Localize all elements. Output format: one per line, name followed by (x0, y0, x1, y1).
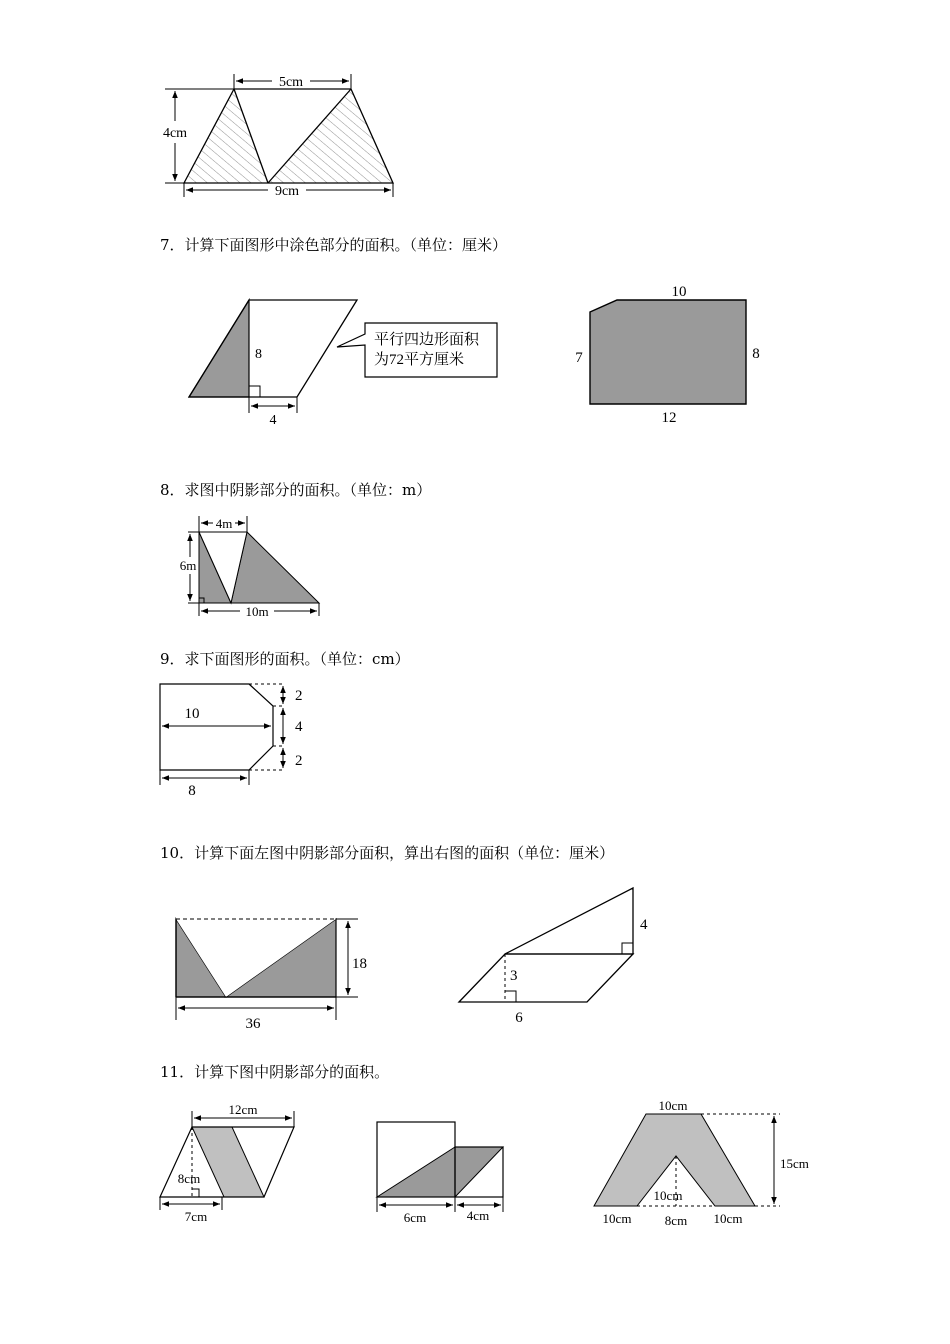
fig8-bottom-label: 10m (245, 604, 269, 619)
fig11c-top-label: 10cm (658, 1098, 688, 1113)
figure-11a (160, 1102, 294, 1224)
figure-8 (180, 516, 319, 619)
fig11a-bottom-label: 7cm (184, 1209, 208, 1224)
figure-11c (594, 1098, 809, 1228)
fig10b-base-label: 6 (515, 1010, 523, 1026)
figure-10b (459, 888, 648, 1026)
fig6-top-label: 5cm (278, 75, 304, 90)
fig9-seg2-label: 4 (295, 719, 303, 735)
figure-9 (160, 684, 303, 799)
question-8: 8．求图中阴影部分的面积。（单位：m） (160, 481, 432, 499)
fig6-bottom-label: 9cm (274, 184, 300, 199)
fig8-top-label: 4m (215, 516, 233, 531)
fig7a-callout-line1: 平行四边形面积 (374, 332, 480, 348)
fig9-seg3-label: 2 (295, 753, 303, 769)
fig11b-right-label: 4cm (466, 1208, 490, 1223)
fig11a-height-label: 8cm (177, 1171, 201, 1186)
question-11: 11．计算下图中阴影部分的面积。 (160, 1063, 390, 1081)
fig10b-tri-height-label: 4 (640, 917, 648, 933)
figure-6 (163, 74, 393, 199)
fig11a-top-label: 12cm (228, 1102, 258, 1117)
fig11c-height-label: 15cm (780, 1156, 809, 1171)
fig11b-left-label: 6cm (403, 1210, 427, 1225)
fig9-seg1-label: 2 (295, 688, 303, 704)
fig8-height-label: 6m (179, 558, 197, 573)
fig10a-width-label: 36 (245, 1016, 261, 1032)
fig6-height-label: 4cm (162, 126, 188, 141)
fig11c-left-label: 10cm (602, 1211, 632, 1226)
question-7: 7．计算下面图形中涂色部分的面积。（单位：厘米） (160, 236, 508, 254)
fig7a-height-label: 8 (255, 347, 262, 362)
figure-11b (377, 1122, 503, 1225)
fig11c-inner-label: 10cm (653, 1188, 683, 1203)
figure-10a (176, 919, 367, 1032)
fig7b-right-label: 8 (752, 346, 760, 362)
fig7a-base-label: 4 (269, 413, 277, 428)
fig11c-right-label: 10cm (713, 1211, 743, 1226)
fig7b-left-label: 7 (575, 350, 583, 366)
fig11c-mid-label: 8cm (664, 1213, 688, 1228)
question-9: 9．求下面图形的面积。（单位：cm） (160, 650, 410, 668)
fig10b-para-height-label: 3 (510, 968, 518, 984)
fig10a-height-label: 18 (352, 956, 367, 972)
fig7b-top-label: 10 (671, 284, 687, 300)
figure-7a (189, 300, 497, 428)
question-10: 10．计算下面左图中阴影部分面积，算出右图的面积（单位：厘米） (160, 844, 615, 862)
figure-7b (575, 284, 760, 426)
fig7b-bottom-label: 12 (661, 410, 677, 426)
fig7a-callout-line2: 为72平方厘米 (374, 352, 465, 368)
fig9-top-width-label: 10 (184, 706, 200, 722)
fig9-bottom-width-label: 8 (188, 783, 196, 799)
